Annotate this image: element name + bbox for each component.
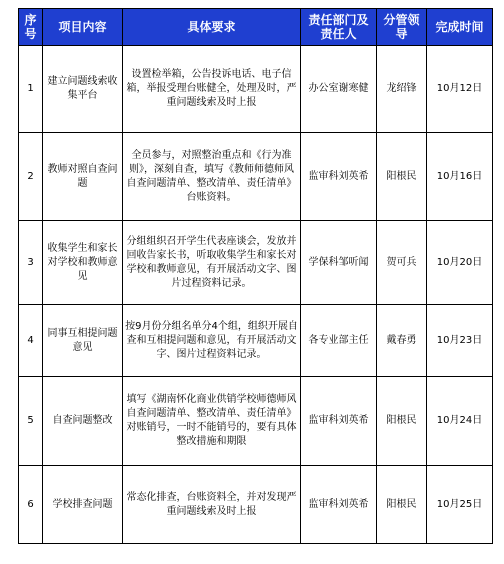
header-item: 项目内容 [43, 9, 123, 46]
row-no: 6 [19, 466, 43, 544]
row-requirement: 填写《湖南怀化商业供销学校师德师风自查问题清单、整改清单、责任清单》对账销号，一时不能销号的，要有具体整改措施和期限 [123, 377, 301, 466]
row-leader: 龙绍锋 [377, 46, 427, 133]
row-department: 监审科刘英希 [301, 466, 377, 544]
table-header-row [19, 9, 493, 46]
row-no: 4 [19, 305, 43, 377]
row-requirement: 常态化排查，台账资料全，并对发现严重问题线索及时上报 [123, 466, 301, 544]
row-item: 学校排查问题 [43, 466, 123, 544]
rectification-plan-table [18, 8, 493, 544]
row-leader: 阳根民 [377, 377, 427, 466]
row-requirement: 设置检举箱，公告投诉电话、电子信箱，举报受理台账健全，处理及时，严重问题线索及时上报 [123, 46, 301, 133]
row-leader: 贺可兵 [377, 221, 427, 305]
row-deadline: 10月25日 [427, 466, 493, 544]
row-deadline: 10月16日 [427, 133, 493, 221]
header-no: 序号 [19, 9, 43, 46]
row-department: 办公室谢寒健 [301, 46, 377, 133]
table-row [19, 46, 493, 133]
table-row [19, 221, 493, 305]
row-department: 各专业部主任 [301, 305, 377, 377]
table-row [19, 377, 493, 466]
row-item: 收集学生和家长对学校和教师意见 [43, 221, 123, 305]
row-deadline: 10月23日 [427, 305, 493, 377]
header-leader: 分管领导 [377, 9, 427, 46]
header-department: 责任部门及责任人 [301, 9, 377, 46]
row-leader: 阳根民 [377, 133, 427, 221]
row-leader: 戴春勇 [377, 305, 427, 377]
table-row [19, 305, 493, 377]
table-row [19, 466, 493, 544]
header-requirement: 具体要求 [123, 9, 301, 46]
row-deadline: 10月20日 [427, 221, 493, 305]
row-leader: 阳根民 [377, 466, 427, 544]
row-department: 学保科邹听闻 [301, 221, 377, 305]
row-no: 1 [19, 46, 43, 133]
row-department: 监审科刘英希 [301, 133, 377, 221]
row-deadline: 10月12日 [427, 46, 493, 133]
row-no: 5 [19, 377, 43, 466]
row-item: 教师对照自查问题 [43, 133, 123, 221]
header-deadline: 完成时间 [427, 9, 493, 46]
row-department: 监审科刘英希 [301, 377, 377, 466]
row-requirement: 按9月份分组名单分4个组，组织开展自查和互相提问题和意见，有开展活动文字、图片过程资料记录。 [123, 305, 301, 377]
row-no: 2 [19, 133, 43, 221]
row-requirement: 分组组织召开学生代表座谈会，发放并回收告家长书，听取收集学生和家长对学校和教师意见，有开展活动文字、图片过程资料记录。 [123, 221, 301, 305]
row-item: 同事互相提问题意见 [43, 305, 123, 377]
row-requirement: 全员参与，对照整治重点和《行为准则》，深刻自查，填写《教师师德师风自查问题清单、整改清单、责任清单》台账资料。 [123, 133, 301, 221]
row-item: 建立问题线索收集平台 [43, 46, 123, 133]
row-no: 3 [19, 221, 43, 305]
table-row [19, 133, 493, 221]
row-deadline: 10月24日 [427, 377, 493, 466]
row-item: 自查问题整改 [43, 377, 123, 466]
